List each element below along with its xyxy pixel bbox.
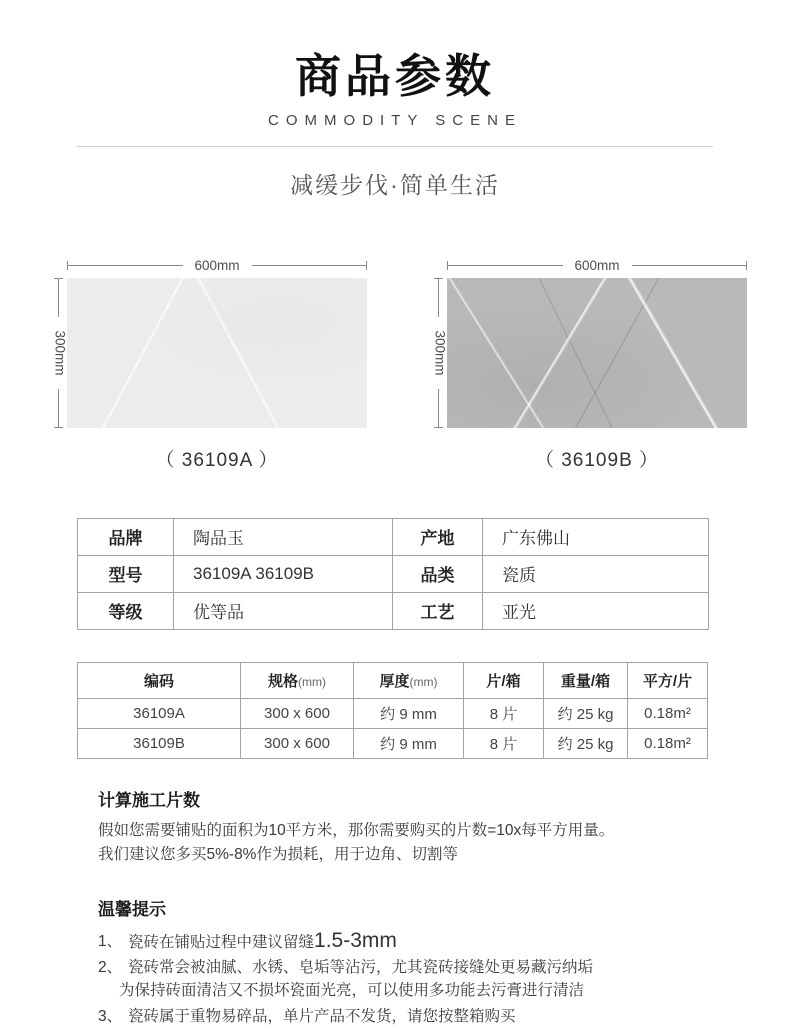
tile-swatch-36109a <box>67 278 367 428</box>
spec-table <box>77 518 709 630</box>
header-divider <box>77 146 713 147</box>
calc-section <box>98 786 718 868</box>
cell-size: 300 x 600 <box>241 698 354 728</box>
dimension-line <box>448 265 563 266</box>
table-row <box>78 728 708 758</box>
spec-label-finish: 工艺 <box>393 592 483 629</box>
spec-value-origin: 广东佛山 <box>483 518 709 555</box>
cell-pieces: 8 片 <box>464 698 544 728</box>
calc-line-2: 我们建议您多买5%-8%作为损耗，用于边角、切割等 <box>98 846 458 864</box>
page-header <box>0 0 790 200</box>
gap-size-highlight: 1.5-3mm <box>314 928 397 952</box>
calc-section-body <box>98 819 718 868</box>
cell-weight: 约 25 kg <box>544 728 628 758</box>
tip-text: 瓷砖属于重物易碎品，单片产品不发货，请您按整箱购买 <box>128 1007 516 1025</box>
tile-label: （ 36109A ） <box>155 449 279 471</box>
height-dimension <box>432 278 447 428</box>
dimension-line <box>58 279 59 317</box>
dimension-line <box>632 265 747 266</box>
dimension-tick <box>54 427 63 428</box>
tip-text: 瓷砖在铺贴过程中建议留缝1.5-3mm <box>128 928 397 952</box>
dimension-tick <box>366 261 367 270</box>
width-dimension-label: 600mm <box>574 257 620 273</box>
cell-thickness: 约 9 mm <box>354 728 464 758</box>
header-thickness: 厚度(mm) <box>354 662 464 698</box>
cell-code: 36109B <box>78 728 241 758</box>
table-row <box>78 592 709 629</box>
header-pieces-per-box: 片/箱 <box>464 662 544 698</box>
tile-figure-36109a <box>52 259 367 472</box>
dimension-line <box>438 389 439 427</box>
tile-swatch-36109b <box>447 278 747 428</box>
spec-value-finish: 亚光 <box>483 592 709 629</box>
tile-figure-36109b <box>432 259 747 472</box>
tip-number: 3、 <box>98 1007 123 1025</box>
spec-label-model: 型号 <box>78 555 174 592</box>
page-subtitle: COMMODITY SCENE <box>268 111 522 129</box>
list-item <box>98 956 718 1003</box>
tip-text-continuation: 为保持砖面清洁又不损坏瓷面光亮，可以使用多功能去污膏进行清洁 <box>119 982 585 1000</box>
tile-label: （ 36109B ） <box>534 449 660 471</box>
height-dimension-label: 300mm <box>432 330 447 376</box>
list-item <box>98 930 718 954</box>
cell-thickness: 约 9 mm <box>354 698 464 728</box>
calc-line-1: 假如您需要铺贴的面积为10平方米，那你需要购买的片数=10x每平方用量。 <box>98 821 615 839</box>
spec-value-brand: 陶品玉 <box>174 518 393 555</box>
height-dimension-label: 300mm <box>52 330 67 376</box>
tip-number: 2、 <box>98 959 123 977</box>
cell-pieces: 8 片 <box>464 728 544 758</box>
cell-area: 0.18m² <box>628 698 708 728</box>
tagline: 减缓步伐·简单生活 <box>290 171 500 198</box>
spec-label-grade: 等级 <box>78 592 174 629</box>
dimension-line <box>252 265 367 266</box>
table-row <box>78 698 708 728</box>
tips-section-heading: 温馨提示 <box>98 899 166 919</box>
list-item <box>98 1005 718 1028</box>
spec-value-model: 36109A 36109B <box>174 555 393 592</box>
cell-area: 0.18m² <box>628 728 708 758</box>
cell-code: 36109A <box>78 698 241 728</box>
tip-number: 1、 <box>98 932 123 950</box>
spec-value-grade: 优等品 <box>174 592 393 629</box>
size-table <box>77 662 708 759</box>
header-area-per-piece: 平方/片 <box>628 662 708 698</box>
header-weight-per-box: 重量/箱 <box>544 662 628 698</box>
spec-value-category: 瓷质 <box>483 555 709 592</box>
width-dimension <box>67 259 367 272</box>
width-dimension-label: 600mm <box>194 257 240 273</box>
table-row <box>78 555 709 592</box>
dimension-tick <box>434 427 443 428</box>
tips-list <box>98 930 718 1028</box>
dimension-line <box>438 279 439 317</box>
cell-weight: 约 25 kg <box>544 698 628 728</box>
spec-label-origin: 产地 <box>393 518 483 555</box>
spec-label-category: 品类 <box>393 555 483 592</box>
calc-section-heading: 计算施工片数 <box>98 790 200 810</box>
header-code: 编码 <box>78 662 241 698</box>
header-size: 规格(mm) <box>241 662 354 698</box>
page-title: 商品参数 <box>295 50 495 102</box>
cell-size: 300 x 600 <box>241 728 354 758</box>
table-row <box>78 518 709 555</box>
spec-label-brand: 品牌 <box>78 518 174 555</box>
height-dimension <box>52 278 67 428</box>
tile-figures <box>0 259 790 472</box>
tip-text: 瓷砖常会被油腻、水锈、皂垢等沾污，尤其瓷砖接缝处更易藏污纳垢 为保持砖面清洁又不损坏瓷面光亮，可以使用多功能去污膏进行清洁 <box>128 956 718 1003</box>
dimension-tick <box>746 261 747 270</box>
dimension-line <box>58 389 59 427</box>
size-table-header-row <box>78 662 708 698</box>
width-dimension <box>447 259 747 272</box>
dimension-line <box>68 265 183 266</box>
tips-section <box>98 895 718 1028</box>
